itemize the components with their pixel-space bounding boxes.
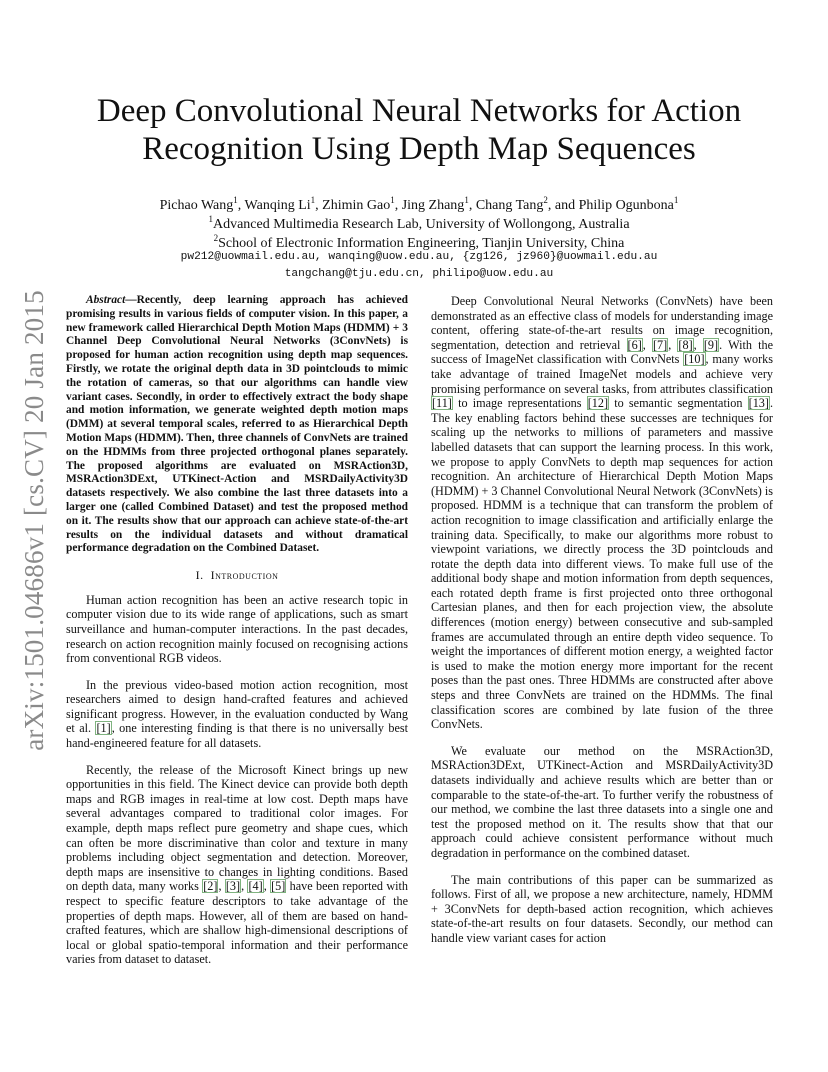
- abstract-label: Abstract: [86, 294, 126, 306]
- right-column: [431, 294, 773, 958]
- body-paragraph: [66, 593, 408, 666]
- body-paragraph: [431, 294, 773, 732]
- left-body: [66, 593, 408, 967]
- citation-link[interactable]: [2]: [203, 879, 218, 894]
- paragraph-text: Human action recognition has been an active research topic in computer vision due to its wide range of applications, such as smart surveillance and human-computer interactions. In the past decades, research on action recognition mainly focused on recognising actions from conventional RGB videos.: [66, 592, 408, 666]
- paragraph-text: to semantic segmentation: [609, 396, 748, 411]
- citation-link[interactable]: [7]: [652, 337, 668, 352]
- paragraph-text: The main contributions of this paper can be summarized as follows. First of all, we propose a new architecture, namely, HDMM + 3ConvNets for depth-based action recognition, which achieves state-of-the-art results on four datasets. Secondly, our method can handle view variant cases for action: [431, 872, 773, 945]
- body-paragraph: [66, 678, 408, 751]
- section-title: Introduction: [210, 568, 279, 583]
- paragraph-text: , one interesting finding is that there is no universally best hand-engineered feature for all datasets.: [66, 721, 408, 751]
- paragraph-text: Recently, the release of the Microsoft Kinect brings up new opportunities in this field. The Kinect device can provide both depth maps and RGB images in real-time at low cost. Depth maps have several advantages compared to traditional color images. For example, depth maps reflect pure geometry and shape cues, which can often be more discriminative than color and texture in many problems including object segmentation and detection. Moreover, depth maps are insensitive to changes in lighting conditions. Based on depth data, many works: [66, 762, 408, 894]
- citation-link[interactable]: [8]: [678, 337, 693, 352]
- citation-link[interactable]: [9]: [703, 337, 719, 352]
- paragraph-text: . The key enabling factors behind these successes are techniques for scaling up the networks to millions of parameters and massive labelled datasets that can support the learning process. In this work, we propose to apply ConvNets to depth map sequences for action recognition. An architecture of Hierarchical Depth Motion Maps (HDMM) + 3 Channel Convolutional Neural Network (3ConvNets) is proposed. HDMM is a technique that can transform the problem of action recognition to image classification and artificially enlarge the training data. Specifically, to make our algorithms more robust to viewpoint variations, we directly process the 3D pointclouds and rotate the depth data into different views. To make full use of the additional body shape and motion information from depth sequences, each rotated depth frame is first projected onto three orthogonal Cartesian planes, and then for each projection view, the absolute differences (motion energy) between consecutive and sub-sampled frames are accumulated through an entire depth video sequence. To weight the importances of different motion energy, a weighted factor is used to make the motion energy more important for the recent poses than the past ones. Three HDMMs are constructed after above steps and three ConvNets are trained on the HDMMs. The final classification scores are combined by late fusion of the three ConvNets.: [431, 396, 773, 732]
- citation-link[interactable]: [5]: [271, 879, 286, 894]
- paragraph-text: In the previous video-based motion action recognition, most researchers aimed to design hand-crafted features and achieved significant progress. However, in the evaluation conducted by Wang et al.: [66, 677, 408, 736]
- affiliation-text: Advanced Multimedia Research Lab, University of Wollongong, Australia: [212, 217, 630, 232]
- left-column: [66, 294, 408, 979]
- citation-link[interactable]: [3]: [225, 879, 241, 894]
- citation-link[interactable]: [12]: [587, 396, 609, 411]
- author-affiliation-marker: 1: [310, 195, 316, 205]
- citation-link[interactable]: [6]: [627, 337, 642, 352]
- author-affiliation-marker: 1: [464, 195, 469, 205]
- author-name: Wanqing Li: [244, 198, 311, 213]
- author-name: and Philip Ogunbona: [554, 198, 674, 213]
- body-paragraph: [431, 873, 773, 946]
- affiliation-text: School of Electronic Information Engineering, Tianjin University, China: [218, 236, 625, 251]
- paragraph-text: ,: [693, 337, 703, 352]
- author-name: Jing Zhang: [401, 198, 465, 213]
- affiliation-marker: 1: [208, 214, 213, 224]
- paragraph-text: Deep Convolutional Neural Networks (ConvNets) have been demonstrated as an effective class of models for understanding image content, offering state-of-the-art results on image recognition, segmentation, detection and retrieval: [431, 294, 773, 352]
- paragraph-text: have been reported with respect to specific feature descriptors to take advantage of the properties of depth maps. However, all of them are based on hand-crafted features, which are shallow high-dimensional descriptions of local or global spatio-temporal information and their performance varies from dataset to dataset.: [66, 879, 409, 967]
- right-body: [431, 294, 773, 946]
- section-heading-introduction: [66, 568, 408, 583]
- paragraph-text: ,: [642, 337, 652, 352]
- author-affiliation-marker: 1: [233, 195, 238, 205]
- paragraph-text: ,: [668, 337, 678, 352]
- author-affiliation-marker: 1: [390, 195, 395, 205]
- citation-link[interactable]: [10]: [684, 352, 705, 367]
- author-name: Pichao Wang: [159, 198, 234, 213]
- paragraph-text: . With the success of ImageNet classification with ConvNets: [431, 337, 774, 367]
- affiliation-marker: 2: [213, 233, 219, 243]
- section-number: I.: [195, 568, 204, 583]
- author-affiliation-marker: 2: [543, 195, 548, 205]
- author-affiliation-marker: 1: [673, 195, 679, 205]
- author-name: Chang Tang: [475, 198, 544, 213]
- citation-link[interactable]: [4]: [248, 879, 263, 894]
- body-paragraph: [66, 763, 408, 967]
- email-line-2: tangchang@tju.edu.cn, philipo@uow.edu.au: [284, 268, 554, 280]
- author-list: Pichao Wang$^1$, Wanqing Li$^1$, Zhimin Gao$^1$, Jing Zhang$^1$, Chang Tang$^2$, and Philip Ogunbona$^1$: [159, 195, 679, 213]
- author-name: Zhimin Gao: [322, 198, 391, 213]
- citation-link[interactable]: [1]: [96, 721, 111, 736]
- citation-link[interactable]: [13]: [748, 396, 769, 411]
- paragraph-text: to image representations: [452, 396, 587, 411]
- arxiv-stamp: [16, 260, 52, 780]
- paragraph-text: , many works take advantage of trained ImageNet models and achieve very promising performance on several tasks, from attributes classification: [431, 352, 774, 396]
- paragraph-text: ,: [263, 879, 271, 894]
- abstract: [66, 294, 408, 556]
- body-paragraph: [431, 744, 773, 861]
- paragraph-text: ,: [218, 879, 225, 894]
- paragraph-text: ,: [241, 879, 248, 894]
- arxiv-identifier: arXiv:1501.04686v1 [cs.CV] 20 Jan 2015: [18, 289, 49, 751]
- paper-title: Deep Convolutional Neural Networks for Action Recognition Using Depth Map Sequences: [96, 93, 742, 168]
- abstract-text: —Recently, deep learning approach has achieved promising results in various fields of computer vision. In this paper, a new framework called Hierarchical Depth Motion Maps (HDMM) + 3 Channel Deep Convolutional Neural Networks (3ConvNets) is proposed for human action recognition using depth map sequences. Firstly, we rotate the original depth data in 3D pointclouds to mimic the rotation of cameras, so that our algorithms can handle view variant cases. Secondly, in order to effectively extract the body shape and motion information, we generate weighted depth motion maps (DMM) at several temporal scales, referred to as Hierarchical Depth Motion Maps (HDMM). Then, three channels of ConvNets are trained on the HDMMs from three projected orthogonal planes separately. The proposed algorithms are evaluated on MSRAction3D, MSRAction3DExt, UTKinect-Action and MSRDailyActivity3D datasets respectively. We also combine the last three datasets into a larger one (called Combined Dataset) and test the proposed method on it. The results show that our approach can achieve state-of-the-art results on the individual datasets and without dramatical performance degradation on the Combined Dataset.: [66, 294, 408, 555]
- paragraph-text: We evaluate our method on the MSRAction3D, MSRAction3DExt, UTKinect-Action and MSRDailyActivity3D datasets individually and achieve results which are better than or comparable to the state-of-the-art. To further verify the robustness of our method, we combine the last three datasets into a single one and test the proposed method on it. The results show that that our approach could achieve consistent performance without much degradation in performance on the combined dataset.: [431, 743, 773, 860]
- email-line-1: pw212@uowmail.edu.au, wanqing@uow.edu.au, {zg126, jz960}@uowmail.edu.au: [180, 251, 658, 263]
- citation-link[interactable]: [11]: [432, 396, 452, 411]
